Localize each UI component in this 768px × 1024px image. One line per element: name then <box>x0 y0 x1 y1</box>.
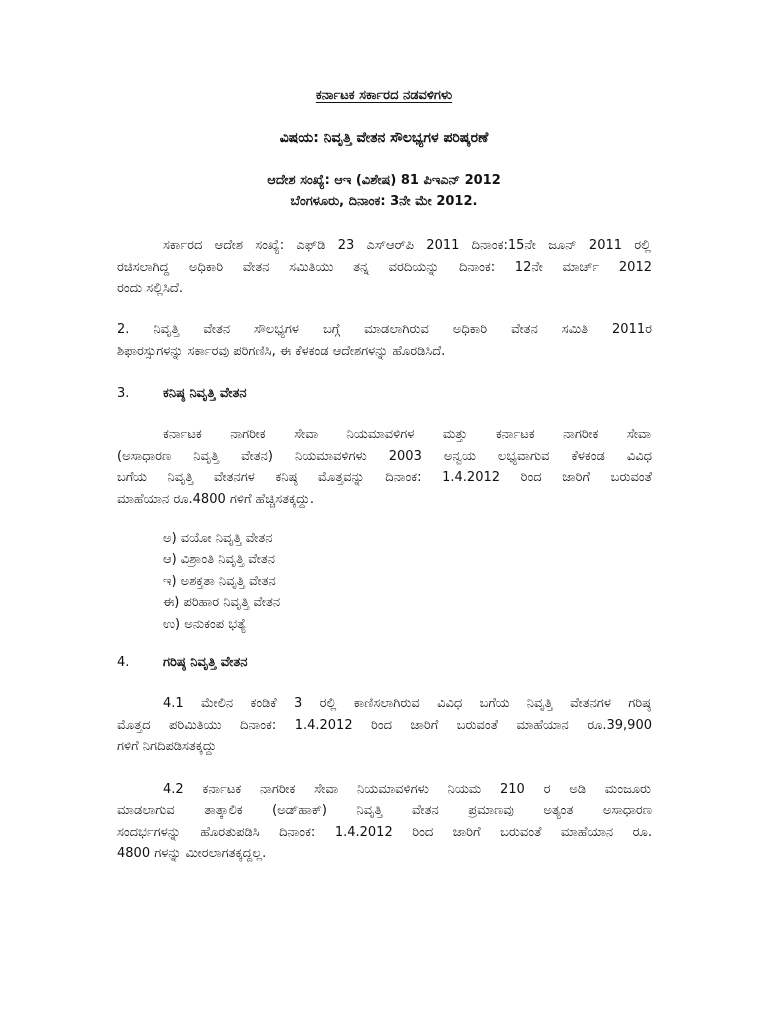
section-3-line-3: ಬಗೆಯ ನಿವೃತ್ತಿ ವೇತನಗಳ ಕನಿಷ್ಠ ಮೊತ್ತವನ್ನು ದಿನಾಂಕ: 1.4.2012 ರಿಂದ ಜಾರಿಗೆ ಬರುವಂತೆ <box>117 470 652 485</box>
list-item: ಆ) ವಿಶ್ರಾಂತಿ ನಿವೃತ್ತಿ ವೇತನ <box>163 552 276 567</box>
section-4-heading: ಗರಿಷ್ಠ ನಿವೃತ್ತಿ ವೇತನ <box>163 655 248 670</box>
subject-line: ವಿಷಯ: ನಿವೃತ್ತಿ ವೇತನ ಸೌಲಭ್ಯಗಳ ಪರಿಷ್ಕರಣೆ <box>279 130 489 146</box>
list-item: ಉ) ಅನುಕಂಪ ಭತ್ಯೆ <box>163 617 247 632</box>
paragraph-2-line-1: 2. ನಿವೃತ್ತಿ ವೇತನ ಸೌಲಭ್ಯಗಳ ಬಗ್ಗೆ ಮಾಡಲಾಗಿರುವ ಅಧಿಕಾರಿ ವೇತನ ಸಮಿತಿ 2011ರ <box>117 322 652 337</box>
order-number: ಆದೇಶ ಸಂಖ್ಯೆ: ಆಇ (ವಿಶೇಷ) 81 ಪಿಇಎನ್ 2012 <box>267 173 501 188</box>
section-4-2-line-1: 4.2 ಕರ್ನಾಟಕ ನಾಗರೀಕ ಸೇವಾ ನಿಯಮಾವಳಿಗಳು ನಿಯಮ 210 ರ ಅಡಿ ಮಂಜೂರು <box>163 782 651 797</box>
section-3-line-1: ಕರ್ನಾಟಕ ನಾಗರೀಕ ಸೇವಾ ನಿಯಮಾವಳಿಗಳ ಮತ್ತು ಕರ್ನಾಟಕ ನಾಗರೀಕ ಸೇವಾ <box>163 427 651 442</box>
paragraph-2-line-2: ಶಿಫಾರಸ್ಸುಗಳನ್ನು ಸರ್ಕಾರವು ಪರಿಗಣಿಸಿ, ಈ ಕೆಳಕಂಡ ಆದೇಶಗಳನ್ನು ಹೊರಡಿಸಿದೆ. <box>117 344 446 359</box>
section-4-1-line-1: 4.1 ಮೇಲಿನ ಕಂಡಿಕೆ 3 ರಲ್ಲಿ ಕಾಣಿಸಲಾಗಿರುವ ವಿವಿಧ ಬಗೆಯ ನಿವೃತ್ತಿ ವೇತನಗಳ ಗರಿಷ್ಠ <box>163 696 651 711</box>
section-3-number: 3. <box>117 386 130 401</box>
section-4-1-line-2: ಮೊತ್ತದ ಪರಿಮಿತಿಯು ದಿನಾಂಕ: 1.4.2012 ರಿಂದ ಜಾರಿಗೆ ಬರುವಂತೆ ಮಾಹೆಯಾನ ರೂ.39,900 <box>117 718 652 733</box>
section-4-2-line-4: 4800 ಗಳನ್ನು ಮೀರಲಾಗತಕ್ಕದ್ದಲ್ಲ. <box>117 846 267 861</box>
document-title: ಕರ್ನಾಟಕ ಸರ್ಕಾರದ ನಡವಳಿಗಳು <box>315 88 453 103</box>
list-item: ಈ) ಪರಿಹಾರ ನಿವೃತ್ತಿ ವೇತನ <box>163 595 281 610</box>
section-4-2-line-2: ಮಾಡಲಾಗುವ ತಾತ್ಕಾಲಿಕ (ಅಡ್‌ಹಾಕ್) ನಿವೃತ್ತಿ ವೇತನ ಪ್ರಮಾಣವು ಅತ್ಯಂತ ಅಸಾಧಾರಣ <box>117 803 652 818</box>
paragraph-1-line-2: ರಚಿಸಲಾಗಿದ್ದ ಅಧಿಕಾರಿ ವೇತನ ಸಮಿತಿಯು ತನ್ನ ವರದಿಯನ್ನು ದಿನಾಂಕ: 12ನೇ ಮಾರ್ಚ್ 2012 <box>117 260 652 275</box>
section-4-number: 4. <box>117 655 130 670</box>
section-3-line-4: ಮಾಹೆಯಾನ ರೂ.4800 ಗಳಿಗೆ ಹೆಚ್ಚಿಸತಕ್ಕದ್ದು. <box>117 492 314 507</box>
paragraph-1-line-1: ಸರ್ಕಾರದ ಆದೇಶ ಸಂಖ್ಯೆ: ಎಫ್‌ಡಿ 23 ಎಸ್‌ಆರ್‌ಪಿ 2011 ದಿನಾಂಕ:15ನೇ ಜೂನ್ 2011 ರಲ್ಲಿ <box>163 238 651 253</box>
section-3-heading: ಕನಿಷ್ಠ ನಿವೃತ್ತಿ ವೇತನ <box>163 386 247 401</box>
list-item: ಇ) ಅಶಕ್ತತಾ ನಿವೃತ್ತಿ ವೇತನ <box>163 574 276 589</box>
section-4-1-line-3: ಗಳಿಗೆ ನಿಗದಿಪಡಿಸತಕ್ಕದ್ದು <box>117 739 217 754</box>
section-4-2-line-3: ಸಂದರ್ಭಗಳನ್ನು ಹೊರತುಪಡಿಸಿ ದಿನಾಂಕ: 1.4.2012 ರಿಂದ ಜಾರಿಗೆ ಬರುವಂತೆ ಮಾಹೆಯಾನ ರೂ. <box>117 825 652 840</box>
list-item: ಅ) ವಯೋ ನಿವೃತ್ತಿ ವೇತನ <box>163 531 273 546</box>
place-date: ಬೆಂಗಳೂರು, ದಿನಾಂಕ: 3ನೇ ಮೇ 2012. <box>290 194 478 209</box>
paragraph-1-line-3: ರಂದು ಸಲ್ಲಿಸಿದೆ. <box>117 281 183 296</box>
section-3-line-2: (ಅಸಾಧಾರಣ ನಿವೃತ್ತಿ ವೇತನ) ನಿಯಮಾವಳಿಗಳು 2003 ಅನ್ವಯ ಲಭ್ಯವಾಗುವ ಕೆಳಕಂಡ ವಿವಿಧ <box>117 449 652 464</box>
